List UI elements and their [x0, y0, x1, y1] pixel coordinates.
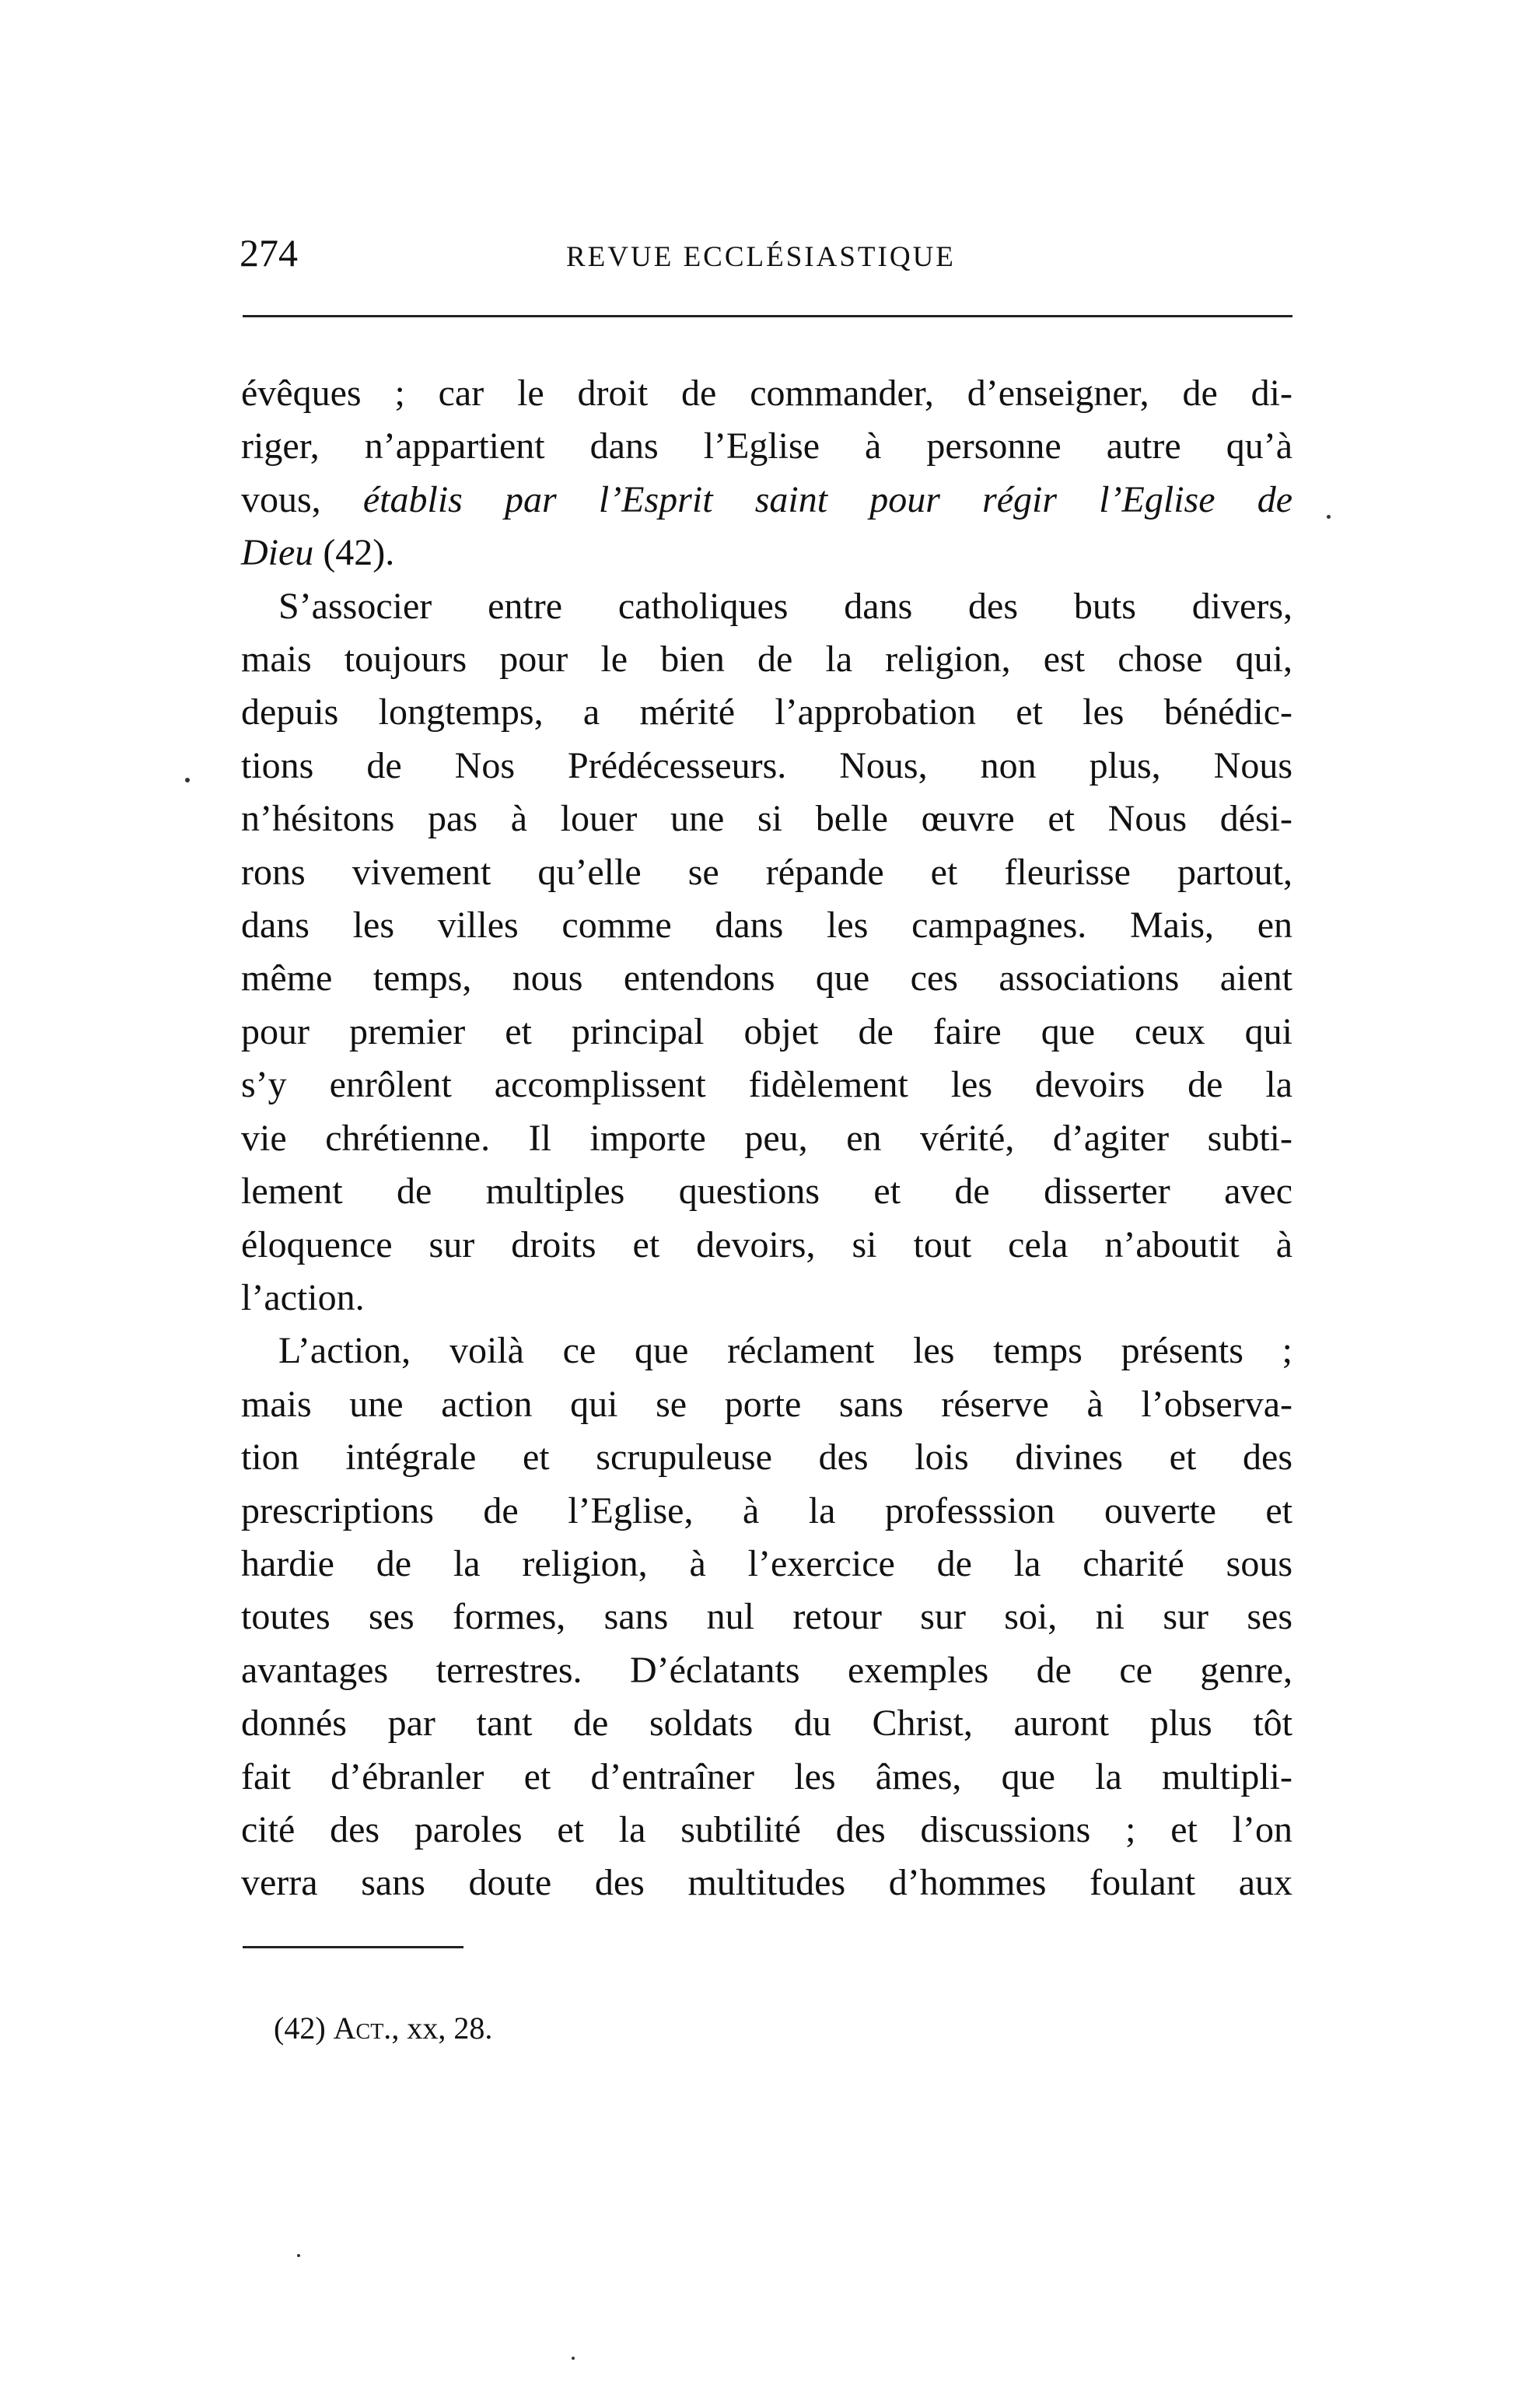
text-line: tions de Nos Prédécesseurs. Nous, non plus, Nous	[241, 744, 1292, 786]
text-line: évêques ; car le droit de commander, d’enseigner, de di-	[241, 373, 1292, 414]
text-line: lement de multiples questions et de disserter avec	[241, 1171, 1292, 1213]
paragraph	[241, 580, 1292, 1325]
text-line: n’hésitons pas à louer une si belle œuvre et Nous dési-	[241, 798, 1292, 840]
text-line: pour premier et principal objet de faire que ceux qui	[241, 1010, 1292, 1052]
text-line: hardie de la religion, à l’exercice de la charité sous	[241, 1542, 1292, 1584]
text-line: riger, n’appartient dans l’Eglise à personne autre qu’à	[241, 425, 1292, 467]
text-line: dans les villes comme dans les campagnes. Mais, en	[241, 905, 1292, 947]
paragraph	[241, 367, 1292, 580]
text-line: donnés par tant de soldats du Christ, auront plus tôt	[241, 1703, 1292, 1745]
running-head: REVUE ECCLÉSIASTIQUE	[566, 241, 956, 273]
ink-speck	[185, 778, 190, 782]
text-line: vie chrétienne. Il importe peu, en vérité, d’agiter subti-	[241, 1117, 1292, 1159]
text-line: rons vivement qu’elle se répande et fleurisse partout,	[241, 851, 1292, 893]
text-line: S’associer entre catholiques dans des buts divers,	[278, 585, 1292, 627]
italic-quote: Dieu	[241, 532, 314, 574]
text-line: fait d’ébranler et d’entraîner les âmes, que la multipli-	[241, 1755, 1292, 1797]
text-line: l’action.	[241, 1276, 365, 1318]
text-line	[241, 527, 1292, 579]
ink-speck	[572, 2357, 575, 2360]
ink-speck	[1327, 515, 1331, 519]
text-line: L’action, voilà ce que réclament les temps présents ;	[278, 1330, 1292, 1372]
text-line: éloquence sur droits et devoirs, si tout cela n’aboutit à	[241, 1223, 1292, 1265]
footnote	[274, 2013, 492, 2044]
footnote-citation: , xx, 28.	[391, 2011, 493, 2046]
text-line: cité des paroles et la subtilité des discussions ; et l’on	[241, 1808, 1292, 1850]
footnote-ref: (42).	[313, 532, 395, 574]
text-line: même temps, nous entendons que ces associations aient	[241, 957, 1292, 999]
text-line: s’y enrôlent accomplissent fidèlement les devoirs de la	[241, 1064, 1292, 1106]
text-line: prescriptions de l’Eglise, à la professsion ouverte et	[241, 1489, 1292, 1531]
text-line: avantages terrestres. D’éclatants exemples de ce genre,	[241, 1649, 1292, 1691]
text-line: mais une action qui se porte sans réserve à l’observa-	[241, 1383, 1292, 1425]
page-number: 274	[240, 231, 298, 275]
body-text	[241, 367, 1292, 1910]
italic-quote: établis par l’Esprit saint pour régir l’Eglise de	[362, 478, 1292, 520]
text-line: tion intégrale et scrupuleuse des lois divines et des	[241, 1437, 1292, 1479]
footnote-number: (42)	[274, 2011, 326, 2046]
text-line	[241, 474, 1292, 527]
paragraph	[241, 1325, 1292, 1909]
text-line: verra sans doute des multitudes d’hommes foulant aux	[241, 1862, 1292, 1904]
ink-speck	[297, 2254, 300, 2257]
footnote-reference: Act.	[333, 2011, 392, 2046]
text-line: depuis longtemps, a mérité l’approbation et les bénédic-	[241, 691, 1292, 733]
text-line: mais toujours pour le bien de la religion, est chose qui,	[241, 639, 1292, 681]
header-rule	[243, 315, 1292, 317]
text-line: toutes ses formes, sans nul retour sur soi, ni sur ses	[241, 1596, 1292, 1638]
text-span: vous,	[241, 478, 321, 520]
footnote-rule	[243, 1946, 463, 1948]
